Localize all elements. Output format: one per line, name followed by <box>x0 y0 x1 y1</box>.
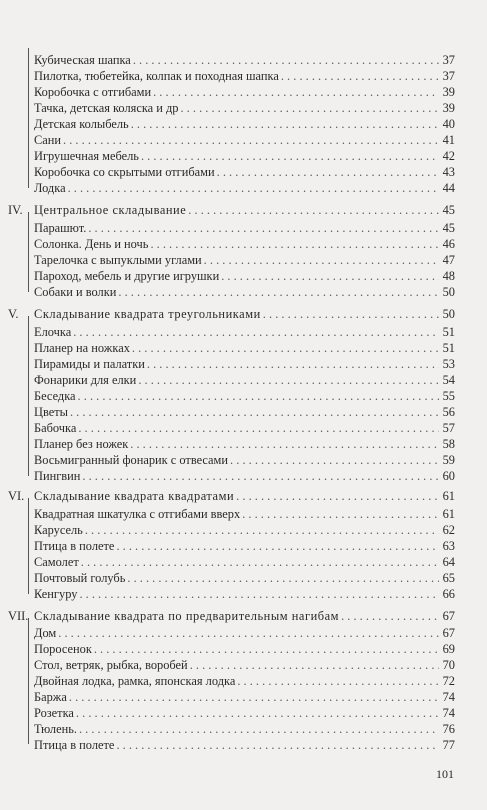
section-rule <box>28 212 29 292</box>
toc-entry <box>34 420 455 436</box>
section-page: 61 <box>442 489 455 503</box>
dot-leader <box>141 148 439 164</box>
toc-entry <box>34 452 455 468</box>
dot-leader <box>133 52 439 68</box>
entry-title: Сани <box>34 133 62 147</box>
dot-leader <box>138 372 439 388</box>
toc-entry <box>34 236 455 252</box>
entry-page: 40 <box>442 117 455 131</box>
section-numeral: IV. <box>8 203 23 217</box>
dot-leader <box>81 554 439 570</box>
toc-entry <box>34 721 455 737</box>
toc-entry <box>34 705 455 721</box>
dot-leader <box>79 586 439 602</box>
entry-title: Баржа <box>34 690 67 704</box>
entry-title: Пингвин <box>34 469 81 483</box>
section-numeral: VII. <box>8 609 29 623</box>
toc-section-heading <box>8 306 455 322</box>
dot-leader <box>85 522 439 538</box>
entry-title: Кубическая шапка <box>34 53 131 67</box>
entry-title: Восьмигранный фонарик с отвесами <box>34 453 229 467</box>
entry-page: 65 <box>442 571 455 585</box>
dot-leader <box>73 324 439 340</box>
entry-title: Пароход, мебель и другие игрушки <box>34 269 220 283</box>
entry-page: 77 <box>442 738 455 752</box>
toc-entry <box>34 164 455 180</box>
toc-entry <box>34 404 455 420</box>
entry-page: 55 <box>442 389 455 403</box>
toc-entry <box>34 284 455 300</box>
entry-title: Цветы <box>34 405 68 419</box>
entry-title: Пирамиды и палатки <box>34 357 145 371</box>
toc-entry <box>34 268 455 284</box>
dot-leader <box>230 452 439 468</box>
dot-leader <box>132 340 439 356</box>
toc-entry <box>34 356 455 372</box>
toc-entry <box>34 468 455 484</box>
section-page: 45 <box>442 203 455 217</box>
dot-leader <box>76 705 439 721</box>
entry-page: 66 <box>442 587 455 601</box>
entry-page: 57 <box>442 421 455 435</box>
dot-leader <box>78 420 439 436</box>
toc-entry <box>34 689 455 705</box>
toc-entry <box>34 570 455 586</box>
entry-title: Коробочка со скрытыми отгибами <box>34 165 215 179</box>
entry-page: 69 <box>442 642 455 656</box>
entry-title: Поросенок <box>34 642 92 656</box>
entry-title: Лодка <box>34 181 66 195</box>
toc-entry <box>34 220 455 236</box>
toc-entry <box>34 340 455 356</box>
entry-page: 47 <box>442 253 455 267</box>
toc-entry <box>34 132 455 148</box>
section-numeral: V. <box>8 307 19 321</box>
entry-title: Пилотка, тюбетейка, колпак и походная шапка <box>34 69 279 83</box>
dot-leader <box>131 116 439 132</box>
entry-title: Птица в полете <box>34 539 115 553</box>
dot-leader <box>147 356 439 372</box>
toc-entry <box>34 657 455 673</box>
entry-title: Почтовый голубь <box>34 571 126 585</box>
section-rule <box>28 48 29 188</box>
entry-page: 39 <box>442 85 455 99</box>
entry-page: 46 <box>442 237 455 251</box>
entry-page: 74 <box>442 706 455 720</box>
entry-page: 74 <box>442 690 455 704</box>
entry-page: 53 <box>442 357 455 371</box>
dot-leader <box>70 404 439 420</box>
entry-title: Дом <box>34 626 57 640</box>
entry-page: 42 <box>442 149 455 163</box>
toc-entry <box>34 68 455 84</box>
entry-page: 61 <box>442 507 455 521</box>
toc-entry <box>34 52 455 68</box>
entry-page: 70 <box>442 658 455 672</box>
entry-title: Беседка <box>34 389 76 403</box>
toc-entry <box>34 625 455 641</box>
toc-entry <box>34 116 455 132</box>
dot-leader <box>236 488 439 504</box>
entry-page: 63 <box>442 539 455 553</box>
section-title: Складывание квадрата квадратами <box>34 489 235 503</box>
toc-entry <box>34 538 455 554</box>
toc-section-heading <box>8 488 455 504</box>
section-rule <box>28 316 29 476</box>
toc-entry <box>34 673 455 689</box>
entry-title: Планер без ножек <box>34 437 129 451</box>
dot-leader <box>69 689 439 705</box>
dot-leader <box>82 468 439 484</box>
entry-page: 48 <box>442 269 455 283</box>
entry-title: Игрушечная мебель <box>34 149 139 163</box>
entry-page: 76 <box>442 722 455 736</box>
entry-title: Тюлень. <box>34 722 77 736</box>
entry-page: 60 <box>442 469 455 483</box>
dot-leader <box>190 657 439 673</box>
entry-title: Карусель <box>34 523 83 537</box>
dot-leader <box>63 132 439 148</box>
section-title: Складывание квадрата треугольниками <box>34 307 261 321</box>
entry-title: Парашют. <box>34 221 87 235</box>
entry-title: Тачка, детская коляска и др <box>34 101 179 115</box>
dot-leader <box>221 268 439 284</box>
toc-entry <box>34 252 455 268</box>
entry-page: 45 <box>442 221 455 235</box>
entry-page: 59 <box>442 453 455 467</box>
section-rule <box>28 618 29 744</box>
dot-leader <box>78 388 439 404</box>
entry-page: 58 <box>442 437 455 451</box>
entry-page: 64 <box>442 555 455 569</box>
entry-page: 72 <box>442 674 455 688</box>
entry-title: Двойная лодка, рамка, японская лодка <box>34 674 236 688</box>
entry-page: 54 <box>442 373 455 387</box>
entry-page: 67 <box>442 626 455 640</box>
entry-title: Кенгуру <box>34 587 78 601</box>
dot-leader <box>180 100 439 116</box>
toc-entry <box>34 148 455 164</box>
section-rule <box>28 498 29 594</box>
entry-page: 62 <box>442 523 455 537</box>
section-page: 50 <box>442 307 455 321</box>
page-number: 101 <box>436 767 454 781</box>
dot-leader <box>188 202 439 218</box>
dot-leader <box>116 538 439 554</box>
entry-page: 41 <box>442 133 455 147</box>
dot-leader <box>58 625 439 641</box>
toc-entry <box>34 84 455 100</box>
entry-title: Квадратная шкатулка с отгибами вверх <box>34 507 241 521</box>
entry-title: Планер на ножках <box>34 341 130 355</box>
dot-leader <box>341 608 439 624</box>
dot-leader <box>263 306 439 322</box>
section-title: Складывание квадрата по предварительным нагибам <box>34 609 340 623</box>
toc-entry <box>34 554 455 570</box>
section-page: 67 <box>442 609 455 623</box>
dot-leader <box>217 164 439 180</box>
toc-entry <box>34 180 455 196</box>
entry-title: Собаки и волки <box>34 285 117 299</box>
toc-entry <box>34 641 455 657</box>
dot-leader <box>153 84 439 100</box>
dot-leader <box>204 252 439 268</box>
dot-leader <box>116 737 439 753</box>
entry-page: 50 <box>442 285 455 299</box>
entry-title: Фонарики для елки <box>34 373 137 387</box>
toc-entry <box>34 372 455 388</box>
toc-entry <box>34 506 455 522</box>
entry-title: Самолет <box>34 555 79 569</box>
toc-section-heading <box>8 608 455 624</box>
toc-entry <box>34 737 455 753</box>
toc-entry <box>34 388 455 404</box>
entry-page: 43 <box>442 165 455 179</box>
toc-entry <box>34 436 455 452</box>
entry-title: Розетка <box>34 706 74 720</box>
entry-title: Детская колыбель <box>34 117 129 131</box>
entry-title: Тарелочка с выпуклыми углами <box>34 253 202 267</box>
entry-title: Стол, ветряк, рыбка, воробей <box>34 658 188 672</box>
dot-leader <box>281 68 439 84</box>
entry-page: 37 <box>442 69 455 83</box>
dot-leader <box>79 721 439 737</box>
section-numeral: VI. <box>8 489 25 503</box>
dot-leader <box>118 284 439 300</box>
dot-leader <box>150 236 439 252</box>
entry-page: 44 <box>442 181 455 195</box>
section-title: Центральное складывание <box>34 203 187 217</box>
entry-page: 51 <box>442 341 455 355</box>
toc-entry <box>34 586 455 602</box>
toc-section-heading <box>8 202 455 218</box>
dot-leader <box>130 436 439 452</box>
entry-page: 39 <box>442 101 455 115</box>
dot-leader <box>88 220 439 236</box>
entry-title: Елочка <box>34 325 72 339</box>
entry-page: 51 <box>442 325 455 339</box>
entry-title: Птица в полете <box>34 738 115 752</box>
dot-leader <box>127 570 439 586</box>
entry-title: Солонка. День и ночь <box>34 237 149 251</box>
dot-leader <box>242 506 439 522</box>
dot-leader <box>94 641 439 657</box>
dot-leader <box>237 673 439 689</box>
toc-entry <box>34 100 455 116</box>
entry-page: 56 <box>442 405 455 419</box>
toc-entry <box>34 324 455 340</box>
dot-leader <box>68 180 439 196</box>
entry-title: Бабочка <box>34 421 77 435</box>
toc-entry <box>34 522 455 538</box>
entry-page: 37 <box>442 53 455 67</box>
entry-title: Коробочка с отгибами <box>34 85 152 99</box>
